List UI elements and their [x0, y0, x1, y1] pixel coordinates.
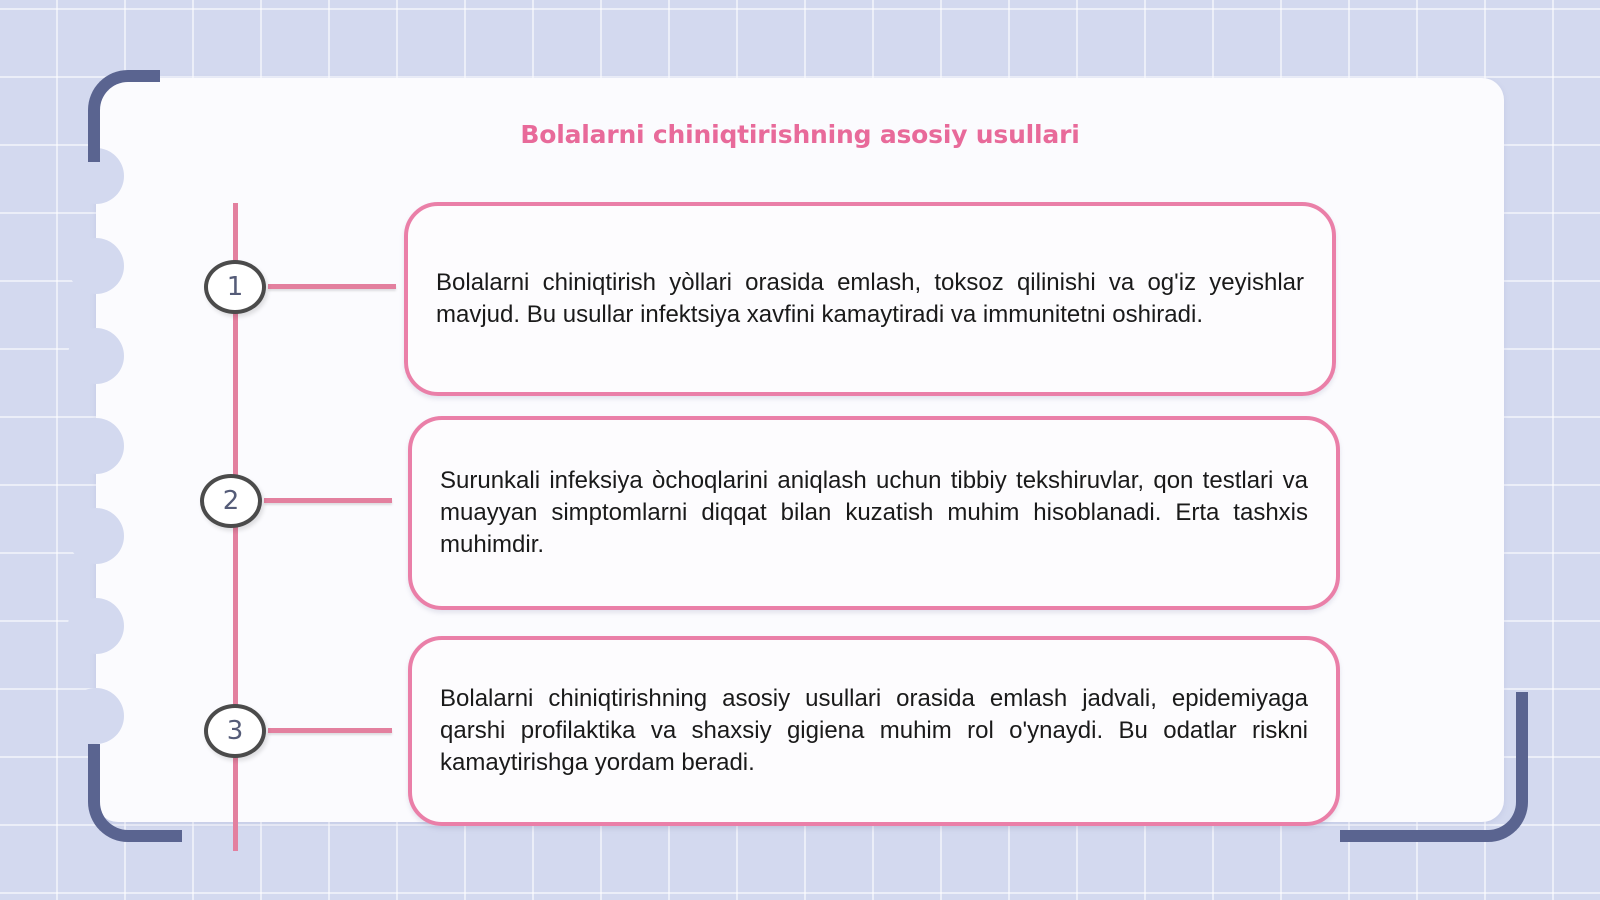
- slide-title: Bolalarni chiniqtirishning asosiy usullari: [520, 120, 1080, 149]
- step-card-3: [408, 636, 1340, 826]
- step-marker-1: 1: [204, 260, 266, 314]
- binder-hole: [68, 688, 124, 744]
- step-connector: [268, 284, 396, 289]
- corner-bracket-bottom-left: [88, 744, 182, 842]
- step-text-3: Bolalarni chiniqtirishning asosiy usullari orasida emlash jadvali, epidemiyaga qarshi profilaktika va shaxsiy gigiena muhim rol o'ynaydi. Bu odatlar riskni kamaytirishga yordam beradi.: [440, 685, 1308, 776]
- step-card-2: [408, 416, 1340, 610]
- step-card-1: [404, 202, 1336, 396]
- binder-hole: [68, 508, 124, 564]
- step-text-1: Bolalarni chiniqtirish yòllari orasida emlash, toksoz qilinishi va og'iz yeyishlar mavjud. Bu usullar infektsiya xavfini kamaytiradi va immunitetni oshiradi.: [436, 269, 1304, 328]
- step-connector: [264, 498, 392, 503]
- step-text-2: Surunkali infeksiya òchoqlarini aniqlash uchun tibbiy tekshiruvlar, qon testlari va muayyan simptomlarni diqqat bilan kuzatish muhim hisoblanadi. Erta tashxis muhimdir.: [440, 467, 1308, 558]
- binder-hole: [68, 418, 124, 474]
- step-marker-2: 2: [200, 474, 262, 528]
- corner-bracket-bottom-right: [1340, 692, 1528, 842]
- binder-hole: [68, 598, 124, 654]
- step-connector: [268, 728, 392, 733]
- binder-hole: [68, 238, 124, 294]
- corner-bracket-top-left: [88, 70, 160, 162]
- step-marker-3: 3: [204, 704, 266, 758]
- binder-hole: [68, 328, 124, 384]
